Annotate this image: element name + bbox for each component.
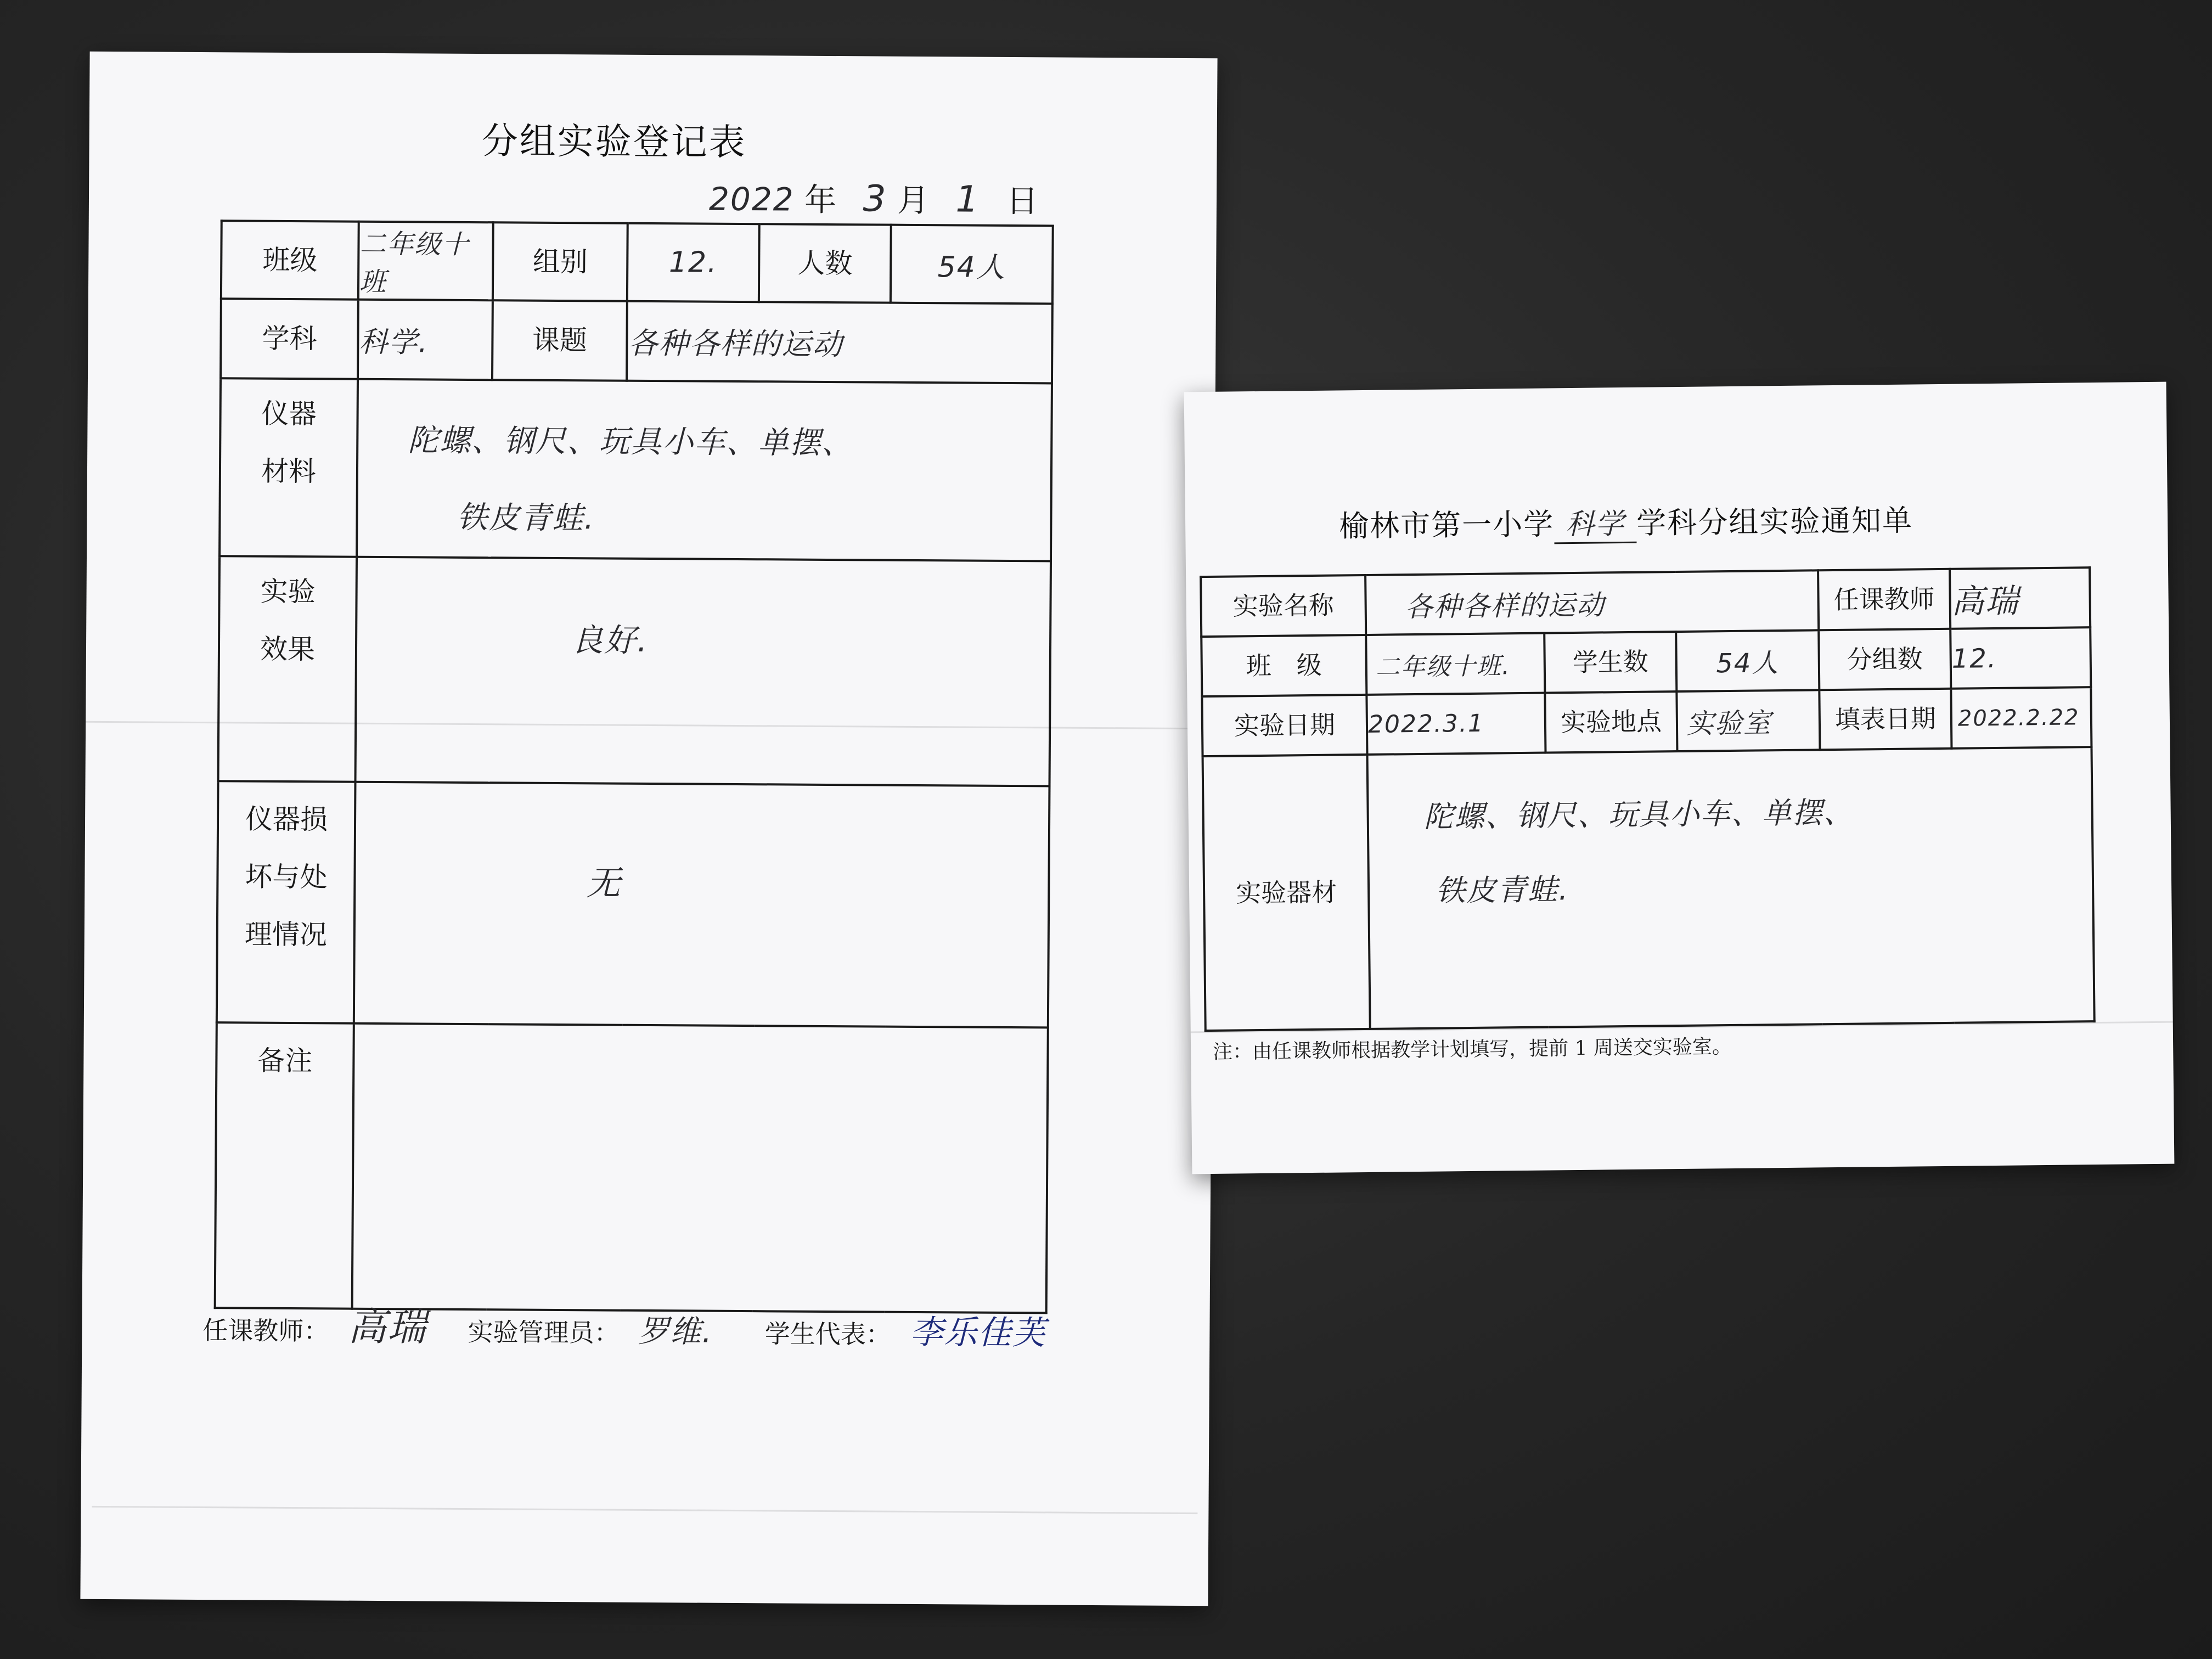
notice-date-label: 实验日期 — [1202, 695, 1367, 756]
date-day: 1 — [955, 178, 980, 221]
damage-value: 无 — [354, 782, 1050, 1028]
notice-table — [1200, 566, 2096, 1032]
effect-label-line-2: 效果 — [260, 633, 316, 666]
teacher-signature: 高瑞 — [347, 1304, 427, 1350]
notice-fill-date-label: 填表日期 — [1819, 689, 1951, 750]
notice-equipment-label: 实验器材 — [1203, 755, 1370, 1031]
equipment-label — [219, 378, 358, 557]
class-label: 班级 — [221, 221, 359, 300]
equipment-value — [357, 379, 1052, 561]
damage-label — [217, 781, 356, 1023]
count-label: 人数 — [759, 224, 891, 302]
notice-title-suffix: 学科分组实验通知单 — [1636, 503, 1913, 541]
topic-value: 各种各样的运动 — [627, 301, 1052, 384]
remarks-label: 备注 — [215, 1022, 354, 1309]
effect-label-line-1: 实验 — [260, 575, 316, 608]
student-signature: 李乐佳芙 — [910, 1313, 1046, 1353]
effect-value: 良好. — [356, 557, 1051, 786]
notice-fill-date-value: 2022.2.22 — [1951, 687, 2091, 749]
date-month-unit: 月 — [897, 181, 930, 220]
subject-label: 学科 — [221, 299, 358, 379]
topic-label: 课题 — [492, 300, 627, 380]
damage-label-line-1: 仪器损 — [245, 803, 328, 836]
date-year-unit: 年 — [804, 181, 837, 219]
notice-place-value: 实验室 — [1676, 690, 1820, 751]
damage-label-line-2: 坏与处 — [245, 861, 328, 893]
notice-equipment-line-2: 铁皮青蛙. — [1435, 872, 1569, 908]
admin-signature: 罗维. — [638, 1313, 713, 1350]
notice-students-label: 学生数 — [1544, 632, 1676, 693]
admin-label: 实验管理员： — [468, 1317, 620, 1348]
notice-students-value: 54人 — [1676, 630, 1819, 691]
register-table — [214, 220, 1054, 1314]
notice-title-prefix: 榆林市第一小学 — [1338, 507, 1555, 544]
effect-label — [218, 556, 357, 782]
notice-teacher-label: 任课教师 — [1818, 569, 1950, 631]
notice-class-value: 二年级十班. — [1366, 633, 1545, 695]
experiment-register-sheet — [80, 52, 1217, 1606]
date-day-unit: 日 — [1006, 182, 1039, 220]
register-footer — [202, 1295, 1108, 1356]
notice-equipment-value — [1367, 747, 2095, 1029]
register-date — [709, 173, 1038, 222]
damage-label-line-3: 理情况 — [244, 918, 327, 951]
notice-equipment-line-1: 陀螺、钢尺、玩具小车、单摆、 — [1423, 795, 1855, 834]
notice-name-value: 各种各样的运动 — [1365, 570, 1819, 635]
register-title: 分组实验登记表 — [481, 120, 747, 164]
count-value: 54人 — [891, 225, 1053, 304]
notice-title — [1339, 497, 1913, 547]
remarks-value — [352, 1023, 1048, 1313]
experiment-notice-sheet — [1184, 382, 2175, 1174]
notice-groups-label: 分组数 — [1819, 629, 1951, 690]
notice-class-label: 班 级 — [1201, 635, 1366, 696]
notice-footnote: 注：由任课教师根据教学计划填写，提前 1 周送交实验室。 — [1212, 1036, 1732, 1064]
group-label: 组别 — [493, 222, 628, 301]
notice-groups-value: 12. — [1950, 627, 2091, 689]
date-month: 3 — [863, 177, 887, 220]
equipment-line-1: 陀螺、钢尺、玩具小车、单摆、 — [408, 423, 854, 462]
equipment-label-line-1: 仪器 — [261, 397, 317, 430]
fold-line — [92, 1506, 1197, 1514]
subject-value: 科学. — [358, 300, 493, 380]
notice-teacher-value: 高瑞 — [1950, 567, 2090, 629]
equipment-line-2: 铁皮青蛙. — [457, 499, 595, 537]
student-label: 学生代表： — [764, 1319, 891, 1349]
teacher-label: 任课教师： — [202, 1315, 329, 1346]
notice-date-value: 2022.3.1 — [1366, 693, 1545, 755]
date-year: 2022 — [708, 180, 795, 218]
class-value: 二年级十班 — [358, 222, 493, 300]
notice-place-label: 实验地点 — [1545, 691, 1677, 753]
notice-name-label: 实验名称 — [1201, 575, 1366, 637]
group-value: 12. — [627, 223, 759, 302]
notice-title-subject: 科学 — [1554, 500, 1637, 544]
equipment-label-line-2: 材料 — [261, 455, 317, 488]
